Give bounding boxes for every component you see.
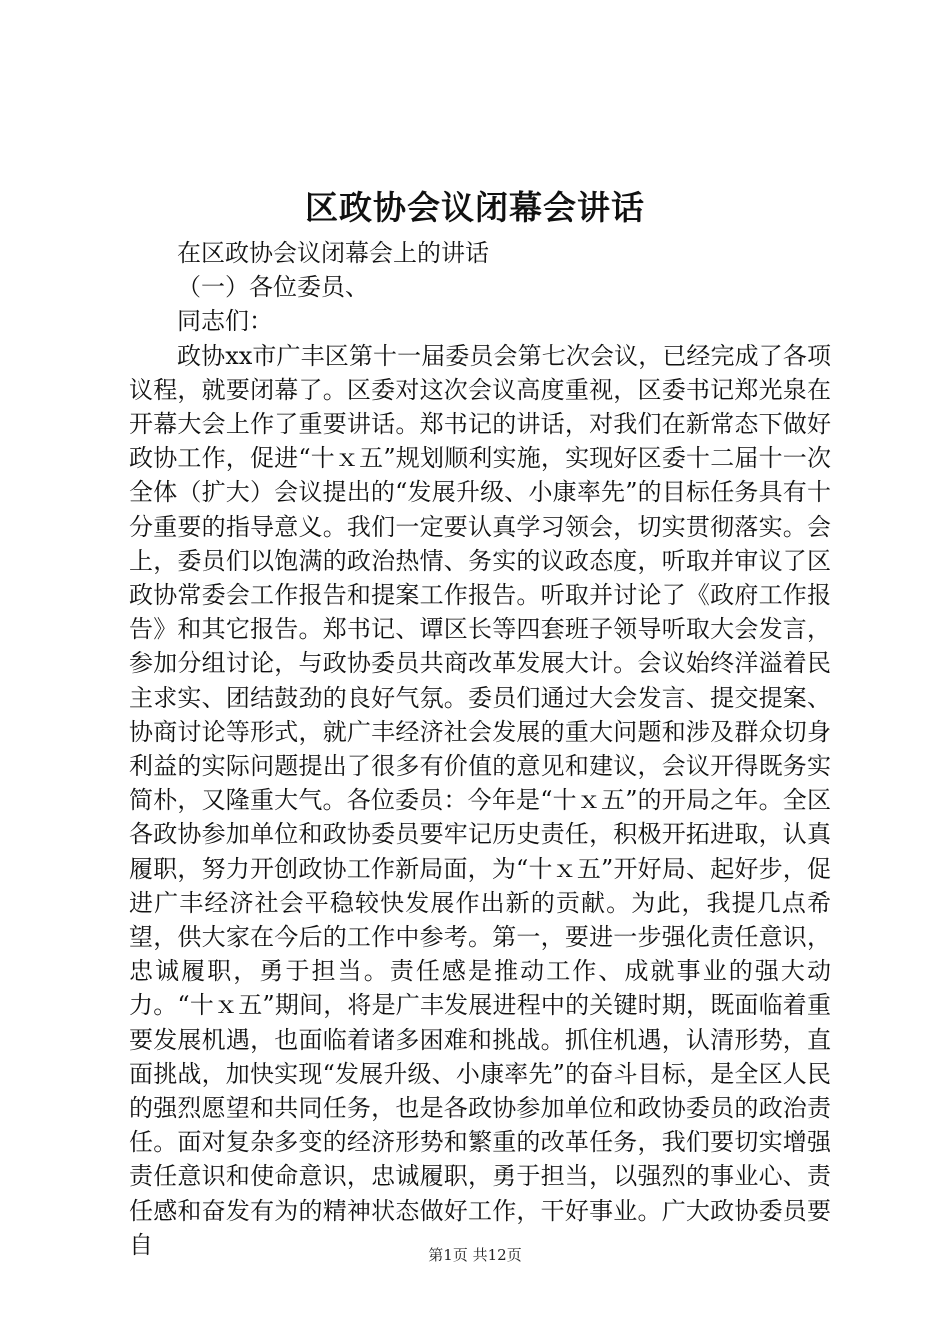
document-body [129,236,831,1262]
speech-subtitle: 在区政协会议闭幕会上的讲话 [177,239,489,267]
salutation-line-2: 同志们： [177,307,273,336]
body-paragraph: 政协xx市广丰区第十一届委员会第七次会议，已经完成了各项议程，就要闭幕了。区委对这次会议高度重视，区委书记郑光泉在开幕大会上作了重要讲话。郑书记的讲话，对我们在新常态下做好政协工作，促进“十ｘ五”规划顺利实施，实现好区委十二届十一次全体（扩大）会议提出的“发展升级、小康率先”的目标任务具有十分重要的指导意义。我们一定要认真学习领会，切实贯彻落实。会上，委员们以饱满的政治热情、务实的议政态度，听取并审议了区政协常委会工作报告和提案工作报告。听取并讨论了《政府工作报告》和其它报告。郑书记、谭区长等四套班子领导听取大会发言，参加分组讨论，与政协委员共商改革发展大计。会议始终洋溢着民主求实、团结鼓劲的良好气氛。委员们通过大会发言、提交提案、协商讨论等形式，就广丰经济社会发展的重大问题和涉及群众切身利益的实际问题提出了很多有价值的意见和建议，会议开得既务实简朴，又隆重大气。各位委员：今年是“十ｘ五”的开局之年。全区各政协参加单位和政协委员要牢记历史责任，积极开拓进取，认真履职，努力开创政协工作新局面，为“十ｘ五”开好局、起好步，促进广丰经济社会平稳较快发展作出新的贡献。为此，我提几点希望，供大家在今后的工作中参考。第一，要进一步强化责任意识，忠诚履职，勇于担当。责任感是推动工作、成就事业的强大动力。“十ｘ五”期间，将是广丰发展进程中的关键时期，既面临着重要发展机遇，也面临着诸多困难和挑战。抓住机遇，认清形势，直面挑战，加快实现“发展升级、小康率先”的奋斗目标，是全区人民的强烈愿望和共同任务，也是各政协参加单位和政协委员的政治责任。面对复杂多变的经济形势和繁重的改革任务，我们要切实增强责任意识和使命意识，忠诚履职，勇于担当，以强烈的事业心、责任感和奋发有为的精神状态做好工作，干好事业。广大政协委员要自 [129,341,831,1259]
salutation-line-1: （一）各位委员、 [177,273,369,302]
document-title: 区政协会议闭幕会讲话 [305,188,645,227]
page-number-footer: 第1页 共12页 [428,1246,522,1264]
